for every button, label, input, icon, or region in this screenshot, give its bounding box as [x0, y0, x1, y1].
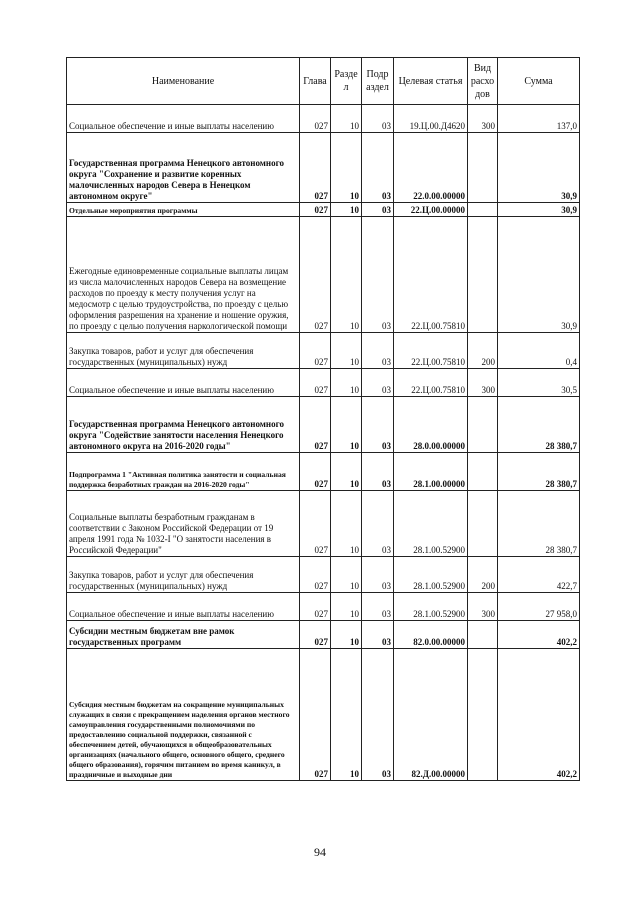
row-podrazdel: 03 — [362, 333, 394, 369]
row-vid: 300 — [468, 369, 498, 397]
row-target: 28.1.00.52900 — [394, 491, 468, 557]
row-name: Социальные выплаты безработным гражданам в соответствии с Законом Российской Федерации от 19 апреля 1991 года № 1032-I "О занятости населения в Российской Федерации" — [67, 491, 300, 557]
row-vid: 200 — [468, 333, 498, 369]
row-sum: 402,2 — [498, 621, 580, 649]
row-sum: 422,7 — [498, 557, 580, 593]
row-target: 28.1.00.52900 — [394, 557, 468, 593]
row-name: Закупка товаров, работ и услуг для обеспечения государственных (муниципальных) нужд — [67, 333, 300, 369]
row-podrazdel: 03 — [362, 453, 394, 491]
header-podrazdel: Подр аздел — [362, 58, 394, 105]
row-sum: 27 958,0 — [498, 593, 580, 621]
row-glava: 027 — [300, 203, 331, 217]
row-vid — [468, 217, 498, 333]
row-glava: 027 — [300, 593, 331, 621]
table-row — [67, 491, 580, 557]
row-name: Закупка товаров, работ и услуг для обеспечения государственных (муниципальных) нужд — [67, 557, 300, 593]
row-vid — [468, 491, 498, 557]
row-razdel: 10 — [331, 333, 362, 369]
row-vid — [468, 453, 498, 491]
row-name: Социальное обеспечение и иные выплаты населению — [67, 105, 300, 133]
table-row — [67, 453, 580, 491]
row-razdel: 10 — [331, 649, 362, 781]
row-razdel: 10 — [331, 593, 362, 621]
row-vid — [468, 203, 498, 217]
row-razdel: 10 — [331, 397, 362, 453]
row-target: 82.0.00.00000 — [394, 621, 468, 649]
row-razdel: 10 — [331, 133, 362, 203]
row-razdel: 10 — [331, 369, 362, 397]
row-sum: 28 380,7 — [498, 397, 580, 453]
row-glava: 027 — [300, 557, 331, 593]
row-razdel: 10 — [331, 621, 362, 649]
table-row — [67, 105, 580, 133]
row-glava: 027 — [300, 621, 331, 649]
row-vid — [468, 621, 498, 649]
table-row — [67, 649, 580, 781]
row-name: Социальное обеспечение и иные выплаты населению — [67, 593, 300, 621]
row-glava: 027 — [300, 133, 331, 203]
row-vid: 200 — [468, 557, 498, 593]
row-razdel: 10 — [331, 203, 362, 217]
row-vid: 300 — [468, 105, 498, 133]
row-podrazdel: 03 — [362, 593, 394, 621]
row-vid — [468, 649, 498, 781]
row-razdel: 10 — [331, 557, 362, 593]
row-podrazdel: 03 — [362, 397, 394, 453]
row-sum: 0,4 — [498, 333, 580, 369]
row-podrazdel: 03 — [362, 557, 394, 593]
table-row — [67, 397, 580, 453]
row-glava: 027 — [300, 217, 331, 333]
row-sum: 28 380,7 — [498, 491, 580, 557]
row-sum: 137,0 — [498, 105, 580, 133]
row-glava: 027 — [300, 397, 331, 453]
row-vid — [468, 397, 498, 453]
row-name: Субсидии местным бюджетам вне рамок государственных программ — [67, 621, 300, 649]
row-sum: 402,2 — [498, 649, 580, 781]
row-podrazdel: 03 — [362, 621, 394, 649]
row-name: Ежегодные единовременные социальные выплаты лицам из числа малочисленных народов Севера на возмещение расходов по проезду к месту получения услуг на медосмотр с целью трудоустройства, по проезду с целью оформления разрешения на хранение и ношение оружия, по проезду с целью получения наркологической помощи — [67, 217, 300, 333]
row-target: 22.0.00.00000 — [394, 133, 468, 203]
row-glava: 027 — [300, 105, 331, 133]
row-podrazdel: 03 — [362, 649, 394, 781]
header-name: Наименование — [67, 58, 300, 105]
row-glava: 027 — [300, 333, 331, 369]
page-number: 94 — [314, 845, 326, 859]
row-name: Субсидия местным бюджетам на сокращение муниципальных служащих в связи с прекращением наделения органов местного самоуправления государственными полномочиями по предоставлению социальной поддержки, связанной с обеспечением детей, обучающихся в общеобразовательных организациях (начального общего, основного общего, среднего общего образования), горячим питанием во время каникул, в праздничные и выходные дни — [67, 649, 300, 781]
row-sum: 28 380,7 — [498, 453, 580, 491]
row-name: Государственная программа Ненецкого автономного округа "Содействие занятости населения Ненецкого автономного округа на 2016-2020 годы" — [67, 397, 300, 453]
row-name: Отдельные мероприятия программы — [67, 203, 300, 217]
row-podrazdel: 03 — [362, 133, 394, 203]
row-name: Подпрограмма 1 "Активная политика занятости и социальная поддержка безработных граждан на 2016-2020 годы" — [67, 453, 300, 491]
table-row — [67, 333, 580, 369]
row-sum: 30,9 — [498, 133, 580, 203]
row-vid: 300 — [468, 593, 498, 621]
row-target: 22.Ц.00.00000 — [394, 203, 468, 217]
table-row — [67, 557, 580, 593]
row-podrazdel: 03 — [362, 105, 394, 133]
row-podrazdel: 03 — [362, 217, 394, 333]
row-razdel: 10 — [331, 491, 362, 557]
row-sum: 30,9 — [498, 217, 580, 333]
row-razdel: 10 — [331, 105, 362, 133]
row-glava: 027 — [300, 649, 331, 781]
header-glava: Глава — [300, 58, 331, 105]
row-target: 22.Ц.00.75810 — [394, 333, 468, 369]
row-glava: 027 — [300, 453, 331, 491]
header-sum: Сумма — [498, 58, 580, 105]
table-row — [67, 621, 580, 649]
row-target: 28.0.00.00000 — [394, 397, 468, 453]
row-podrazdel: 03 — [362, 369, 394, 397]
row-sum: 30,5 — [498, 369, 580, 397]
header-target: Целевая статья — [394, 58, 468, 105]
table-row — [67, 593, 580, 621]
table-row — [67, 203, 580, 217]
table-row — [67, 369, 580, 397]
row-name: Социальное обеспечение и иные выплаты населению — [67, 369, 300, 397]
row-target: 22.Ц.00.75810 — [394, 369, 468, 397]
table-row — [67, 133, 580, 203]
table-header-row — [67, 58, 580, 105]
row-podrazdel: 03 — [362, 491, 394, 557]
table-row — [67, 217, 580, 333]
row-sum: 30,9 — [498, 203, 580, 217]
row-podrazdel: 03 — [362, 203, 394, 217]
row-glava: 027 — [300, 369, 331, 397]
budget-table — [66, 57, 580, 781]
row-target: 28.1.00.52900 — [394, 593, 468, 621]
row-target: 22.Ц.00.75810 — [394, 217, 468, 333]
row-target: 82.Д.00.00000 — [394, 649, 468, 781]
row-target: 28.1.00.00000 — [394, 453, 468, 491]
row-vid — [468, 133, 498, 203]
header-razdel: Разде л — [331, 58, 362, 105]
row-razdel: 10 — [331, 217, 362, 333]
row-target: 19.Ц.00.Д4620 — [394, 105, 468, 133]
row-glava: 027 — [300, 491, 331, 557]
row-name: Государственная программа Ненецкого автономного округа "Сохранение и развитие коренных малочисленных народов Севера в Ненецком автономном округе" — [67, 133, 300, 203]
row-razdel: 10 — [331, 453, 362, 491]
header-vid: Вид расхо дов — [468, 58, 498, 105]
